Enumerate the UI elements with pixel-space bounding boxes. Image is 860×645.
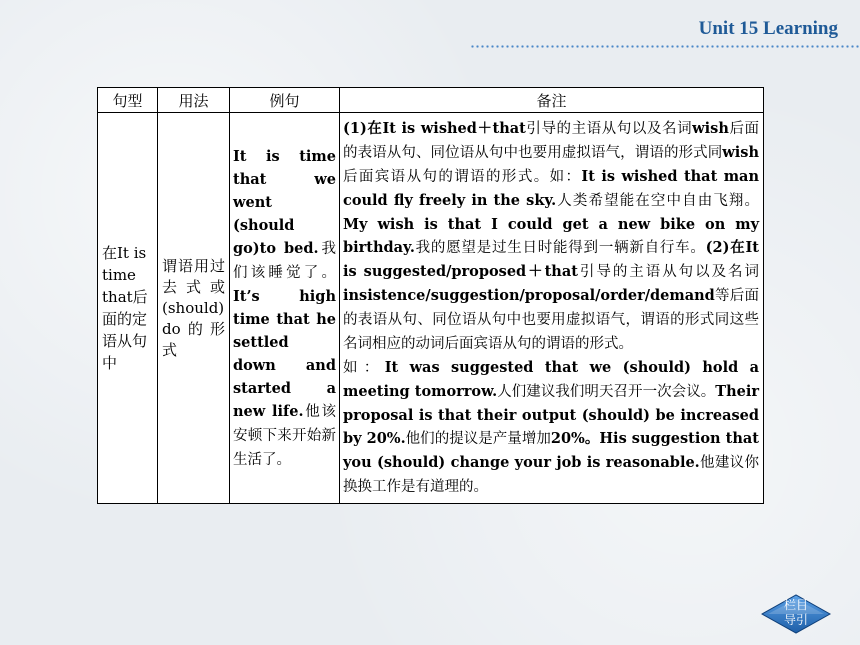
notes-text-21: 他建议你换换工作是有道理的。 (343, 455, 759, 495)
cell-notes (340, 113, 764, 504)
notes-text-18: 他们的提议是产量增加 (405, 431, 551, 447)
header-notes: 备注 (340, 88, 764, 113)
notes-text-16: 人们建议我们明天召开一次会议。 (497, 384, 716, 400)
notes-text-15: It was suggested that we (should) hold a meeting tomorrow. (343, 359, 760, 400)
notes-text-19: 20%。 (550, 430, 600, 447)
grammar-table (97, 87, 764, 504)
nav-guide-label (758, 598, 834, 628)
notes-text-17: Their proposal is that their output (should) be increased by 20%. (343, 383, 759, 447)
nav-label-line2: 导引 (783, 613, 808, 627)
notes-text-13: 等后面的表语从句、同位语从句中也要用虚拟语气，谓语的形式同这些名词相应的动词后面宾语从句的谓语的形式。 (343, 288, 759, 352)
cell-example (230, 113, 340, 504)
notes-text-3: 后面的表语从句、同位语从句中也要用虚拟语气，谓语的形式同 (343, 121, 760, 161)
notes-text-12: insistence/suggestion/proposal/order/demand (343, 287, 715, 304)
notes-text-8: My wish is that I could get a new bike on my birthday. (343, 216, 759, 256)
notes-text-0: (1)在It is wished＋that (343, 120, 526, 137)
notes-text-20: His suggestion that you (should) change your job is reasonable. (343, 430, 759, 471)
header-pattern: 句型 (98, 88, 158, 113)
notes-text-5: 后面宾语从句的谓语的形式。如： (343, 169, 582, 185)
header-example: 例句 (230, 88, 340, 113)
dotted-divider (470, 45, 860, 48)
nav-guide-button[interactable] (758, 593, 834, 635)
table-row (98, 113, 764, 504)
table-header-row (98, 88, 764, 113)
notes-text-14: 如： (343, 360, 385, 376)
example-2-cn: 他该安顿下来开始新生活了。 (233, 403, 337, 468)
notes-text-1: 引导的主语从句以及名词 (525, 121, 693, 137)
example-1-cn: 我们该睡觉了。 (233, 240, 337, 281)
nav-label-line1: 栏目 (783, 598, 808, 612)
example-1-en: It is time that we went (should go)to bed. (233, 147, 336, 257)
header-usage: 用法 (158, 88, 230, 113)
notes-text-10: (2)在It is suggested/proposed＋that (343, 239, 759, 280)
cell-pattern: 在It is time that后面的定语从句中 (98, 113, 158, 504)
example-2-en: It’s high time that he settled down and started a new life. (233, 287, 336, 420)
notes-text-7: 人类希望能在空中自由飞翔。 (556, 193, 759, 209)
notes-text-6: It is wished that man could fly freely in the sky. (343, 168, 759, 209)
notes-text-11: 引导的主语从句以及名词 (577, 264, 759, 280)
notes-text-9: 我的愿望是过生日时能得到一辆新自行车。 (414, 240, 706, 256)
cell-usage: 谓语用过去式或(should) do的形式 (158, 113, 230, 504)
unit-title: Unit 15 Learning (698, 18, 838, 39)
notes-text-2: wish (692, 120, 729, 137)
notes-text-4: wish (722, 144, 759, 161)
